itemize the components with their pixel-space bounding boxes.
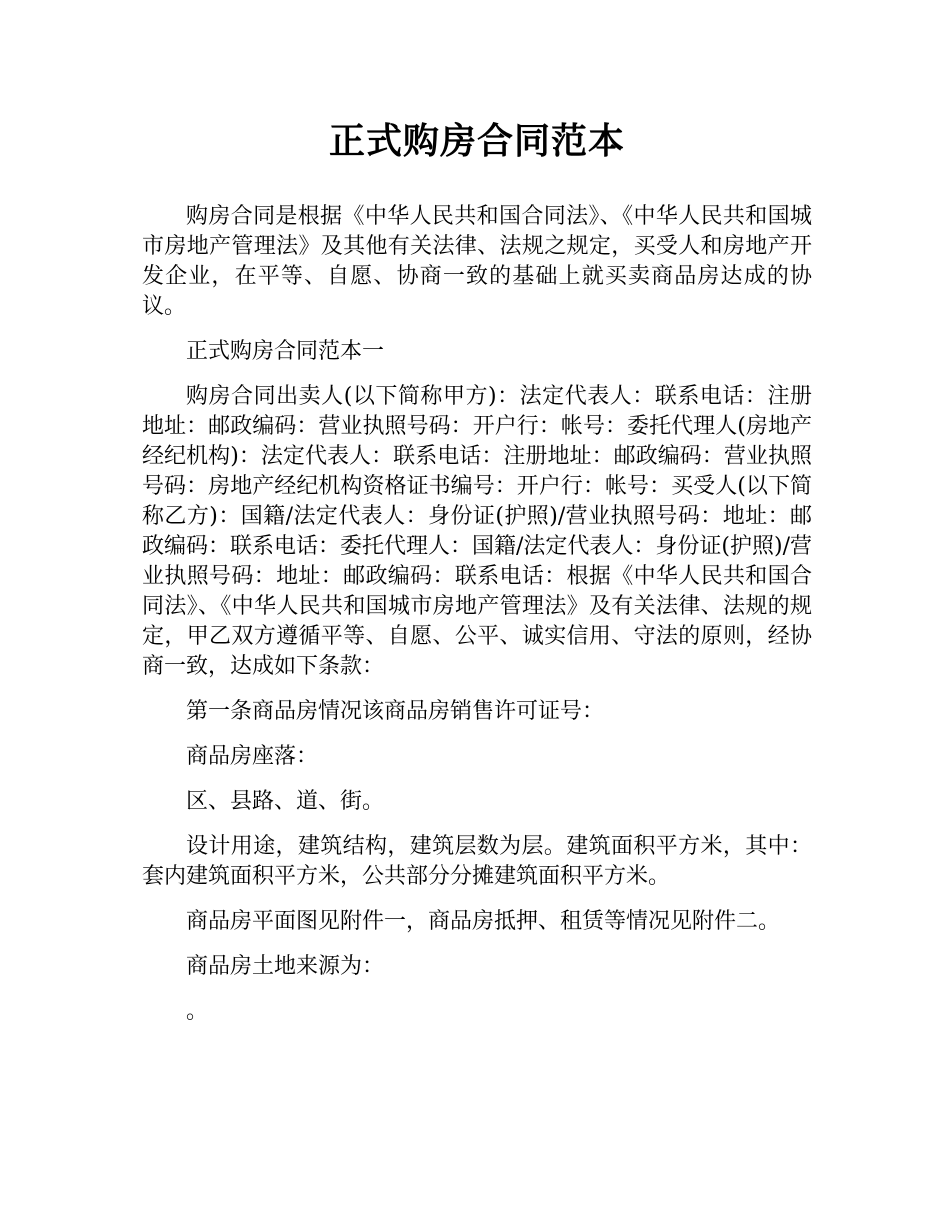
- paragraph-location: 商品房座落：: [186, 744, 319, 769]
- paragraph-parties: 购房合同出卖人(以下简称甲方)：法定代表人：联系电话：注册地址：邮政编码：营业执照号码：开户行：帐号：委托代理人(房地产经纪机构)：法定代表人：联系电话：注册地址：邮政编码：营业执照号码：房地产经纪机构资格证书编号：开户行：帐号：买受人(以下简称乙方)：国籍/法定代表人：身份证(护照)/营业执照号码：地址：邮政编码：联系电话：委托代理人：国籍/法定代表人：身份证(护照)/营业执照号码：地址：邮政编码：联系电话：根据《中华人民共和国合同法》、《中华人民共和国城市房地产管理法》及有关法律、法规的规定，甲乙双方遵循平等、自愿、公平、诚实信用、守法的原则，经协商一致，达成如下条款：: [142, 384, 812, 679]
- document-body: [142, 202, 812, 1042]
- paragraph-intro: 购房合同是根据《中华人民共和国合同法》、《中华人民共和国城市房地产管理法》及其他有关法律、法规之规定，买受人和房地产开发企业，在平等、自愿、协商一致的基础上就买卖商品房达成的协议。: [142, 204, 812, 319]
- document-page: [142, 0, 812, 1230]
- paragraph-article-one: 第一条商品房情况该商品房销售许可证号：: [186, 699, 605, 724]
- paragraph-land-source: 商品房土地来源为：: [186, 954, 385, 979]
- document-title: 正式购房合同范本: [328, 121, 625, 162]
- paragraph-end-mark: 。: [186, 999, 209, 1024]
- paragraph-design-use: 设计用途，建筑结构，建筑层数为层。建筑面积平方米，其中：套内建筑面积平方米，公共部分分摊建筑面积平方米。: [142, 834, 812, 889]
- paragraph-floor-plan: 商品房平面图见附件一，商品房抵押、租赁等情况见附件二。: [186, 909, 781, 934]
- paragraph-section-heading: 正式购房合同范本一: [186, 339, 385, 364]
- paragraph-district: 区、县路、道、街。: [186, 789, 385, 814]
